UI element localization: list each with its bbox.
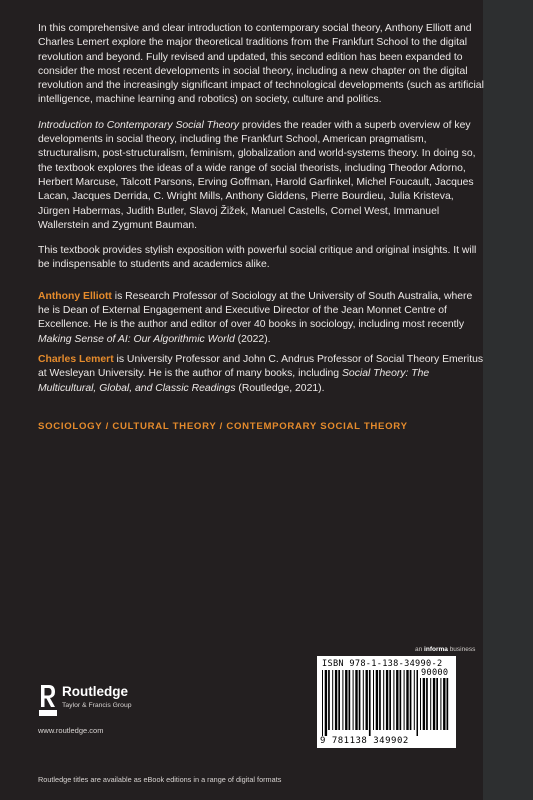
informa-suffix: business [447,646,476,653]
informa-brand: informa [424,646,448,653]
elliott-book-title: Making Sense of AI: Our Algorithmic World [38,333,235,345]
barcode-bar [383,670,384,730]
barcode-bar [349,670,351,730]
publisher-name: Routledge [62,684,128,699]
barcode-bar [406,670,408,730]
barcode-bar [342,670,343,730]
author-bio-lemert [38,353,486,396]
barcode-bar [420,678,421,730]
barcode-bar [433,678,435,730]
barcode-bar [345,670,347,730]
barcode-bar [359,670,361,730]
author-bio-elliott-end: (2022). [234,333,271,345]
barcode-bar [328,670,330,730]
barcode-bar [400,670,402,730]
barcode-bar [325,670,327,736]
barcode-bar [423,678,425,730]
barcode-bar [443,678,445,730]
barcode-bar [386,670,388,730]
isbn-label: ISBN 978-1-138-34990-2 [322,659,443,669]
barcode-bar [322,670,323,736]
author-bio-elliott [38,290,486,347]
spine-edge-stripe [483,0,533,800]
barcode-bar [373,670,374,730]
informa-prefix: an [415,646,425,653]
author-bio-lemert-text: is University Professor and John C. Andrus Professor of Social Theory Emeritus at Wesleyan University. He is the author of many books, including [38,353,484,380]
lemert-book-title: Social Theory: The Multicultural, Global, and Classic Readings [38,368,430,394]
barcode-bar [396,670,398,730]
subject-categories: SOCIOLOGY / CULTURAL THEORY / CONTEMPORARY SOCIAL THEORY [38,421,408,432]
intro-paragraph-1: In this comprehensive and clear introduction to contemporary social theory, Anthony Elliott and Charles Lemert explore the major theoretical traditions from the Frankfurt School to the digital revolution and beyond. Fully revised and updated, this second edition has been expanded to consider the most recent developments in social theory, including a new chapter on the digital revolution and the increasingly significant impact of technological developments (such as artificial intelligence, machine learning and robotics) on society, culture and politics. [38,23,484,106]
price-code-label: 90000 [421,668,449,678]
barcode-bar [393,670,394,730]
publisher-website-link[interactable]: www.routledge.com [38,726,104,735]
barcode-bar [338,670,340,730]
barcode-bar [447,678,449,730]
barcode-bar [417,670,419,736]
barcode-bar [366,670,368,730]
barcode-bar [376,670,378,730]
author-bio-elliott-text: is Research Professor of Sociology at the University of South Australia, where he is Dean of External Engagement and Executive Director of the Jean Monnet Centre of Excellence. He is the author and editor of over 40 books in sociology, including most recently [38,290,473,331]
barcode-bar [414,670,415,730]
ean-barcode-bars [322,670,418,736]
barcode-bar [440,678,441,730]
barcode-bar [426,678,428,730]
routledge-logo-icon [38,683,58,717]
author-name-elliott: Anthony Elliott [38,290,112,302]
book-title: Introduction to Contemporary Social Theory [38,119,239,131]
barcode-bar [369,670,371,736]
blurb [38,22,486,407]
intro-paragraph-3: This textbook provides stylish exposition with powerful social critique and original insights. It will be indispensable to students and academics alike. [38,245,477,271]
barcode-bar [363,670,364,730]
author-name-lemert: Charles Lemert [38,353,114,365]
barcode-bar [389,670,391,730]
intro-paragraph-2 [38,119,486,233]
informa-business-tag [415,646,475,653]
barcode-bar [332,670,333,730]
ebook-availability-note: Routledge titles are available as eBook editions in a range of digital formats [38,775,282,784]
barcode-bar [379,670,381,730]
barcode-bar [355,670,357,730]
barcode-bar [410,670,412,730]
publisher-group: Taylor & Francis Group [62,702,132,709]
barcode-bar [430,678,431,730]
barcode-bar [335,670,337,730]
intro-paragraph-2-text: provides the reader with a superb overview of key developments in social theory, including the Frankfurt School, American pragmatism, structuralism, post-structuralism, feminism, globalization and world-systems theory. In doing so, the textbook explores the ideas of a wide range of social theorists, including Theodor Adorno, Herbert Marcuse, Talcott Parsons, Erving Goffman, Harold Garfinkel, Michel Foucault, Jacques Lacan, Jacques Derrida, C. Wright Mills, Anthony Giddens, Pierre Bourdieu, Julia Kristeva, Jürgen Habermas, Judith Butler, Slavoj Žižek, Manuel Castells, Cornel West, Immanuel Wallerstein and Zygmunt Bauman. [38,119,476,231]
barcode-bar [353,670,354,730]
isbn-barcode [317,656,456,748]
ean-number: 9 781138 349902 [320,736,409,746]
author-bio-lemert-end: (Routledge, 2021). [235,382,325,394]
barcode-bar [404,670,405,730]
addon-barcode-bars [420,678,450,736]
barcode-bar [436,678,438,730]
